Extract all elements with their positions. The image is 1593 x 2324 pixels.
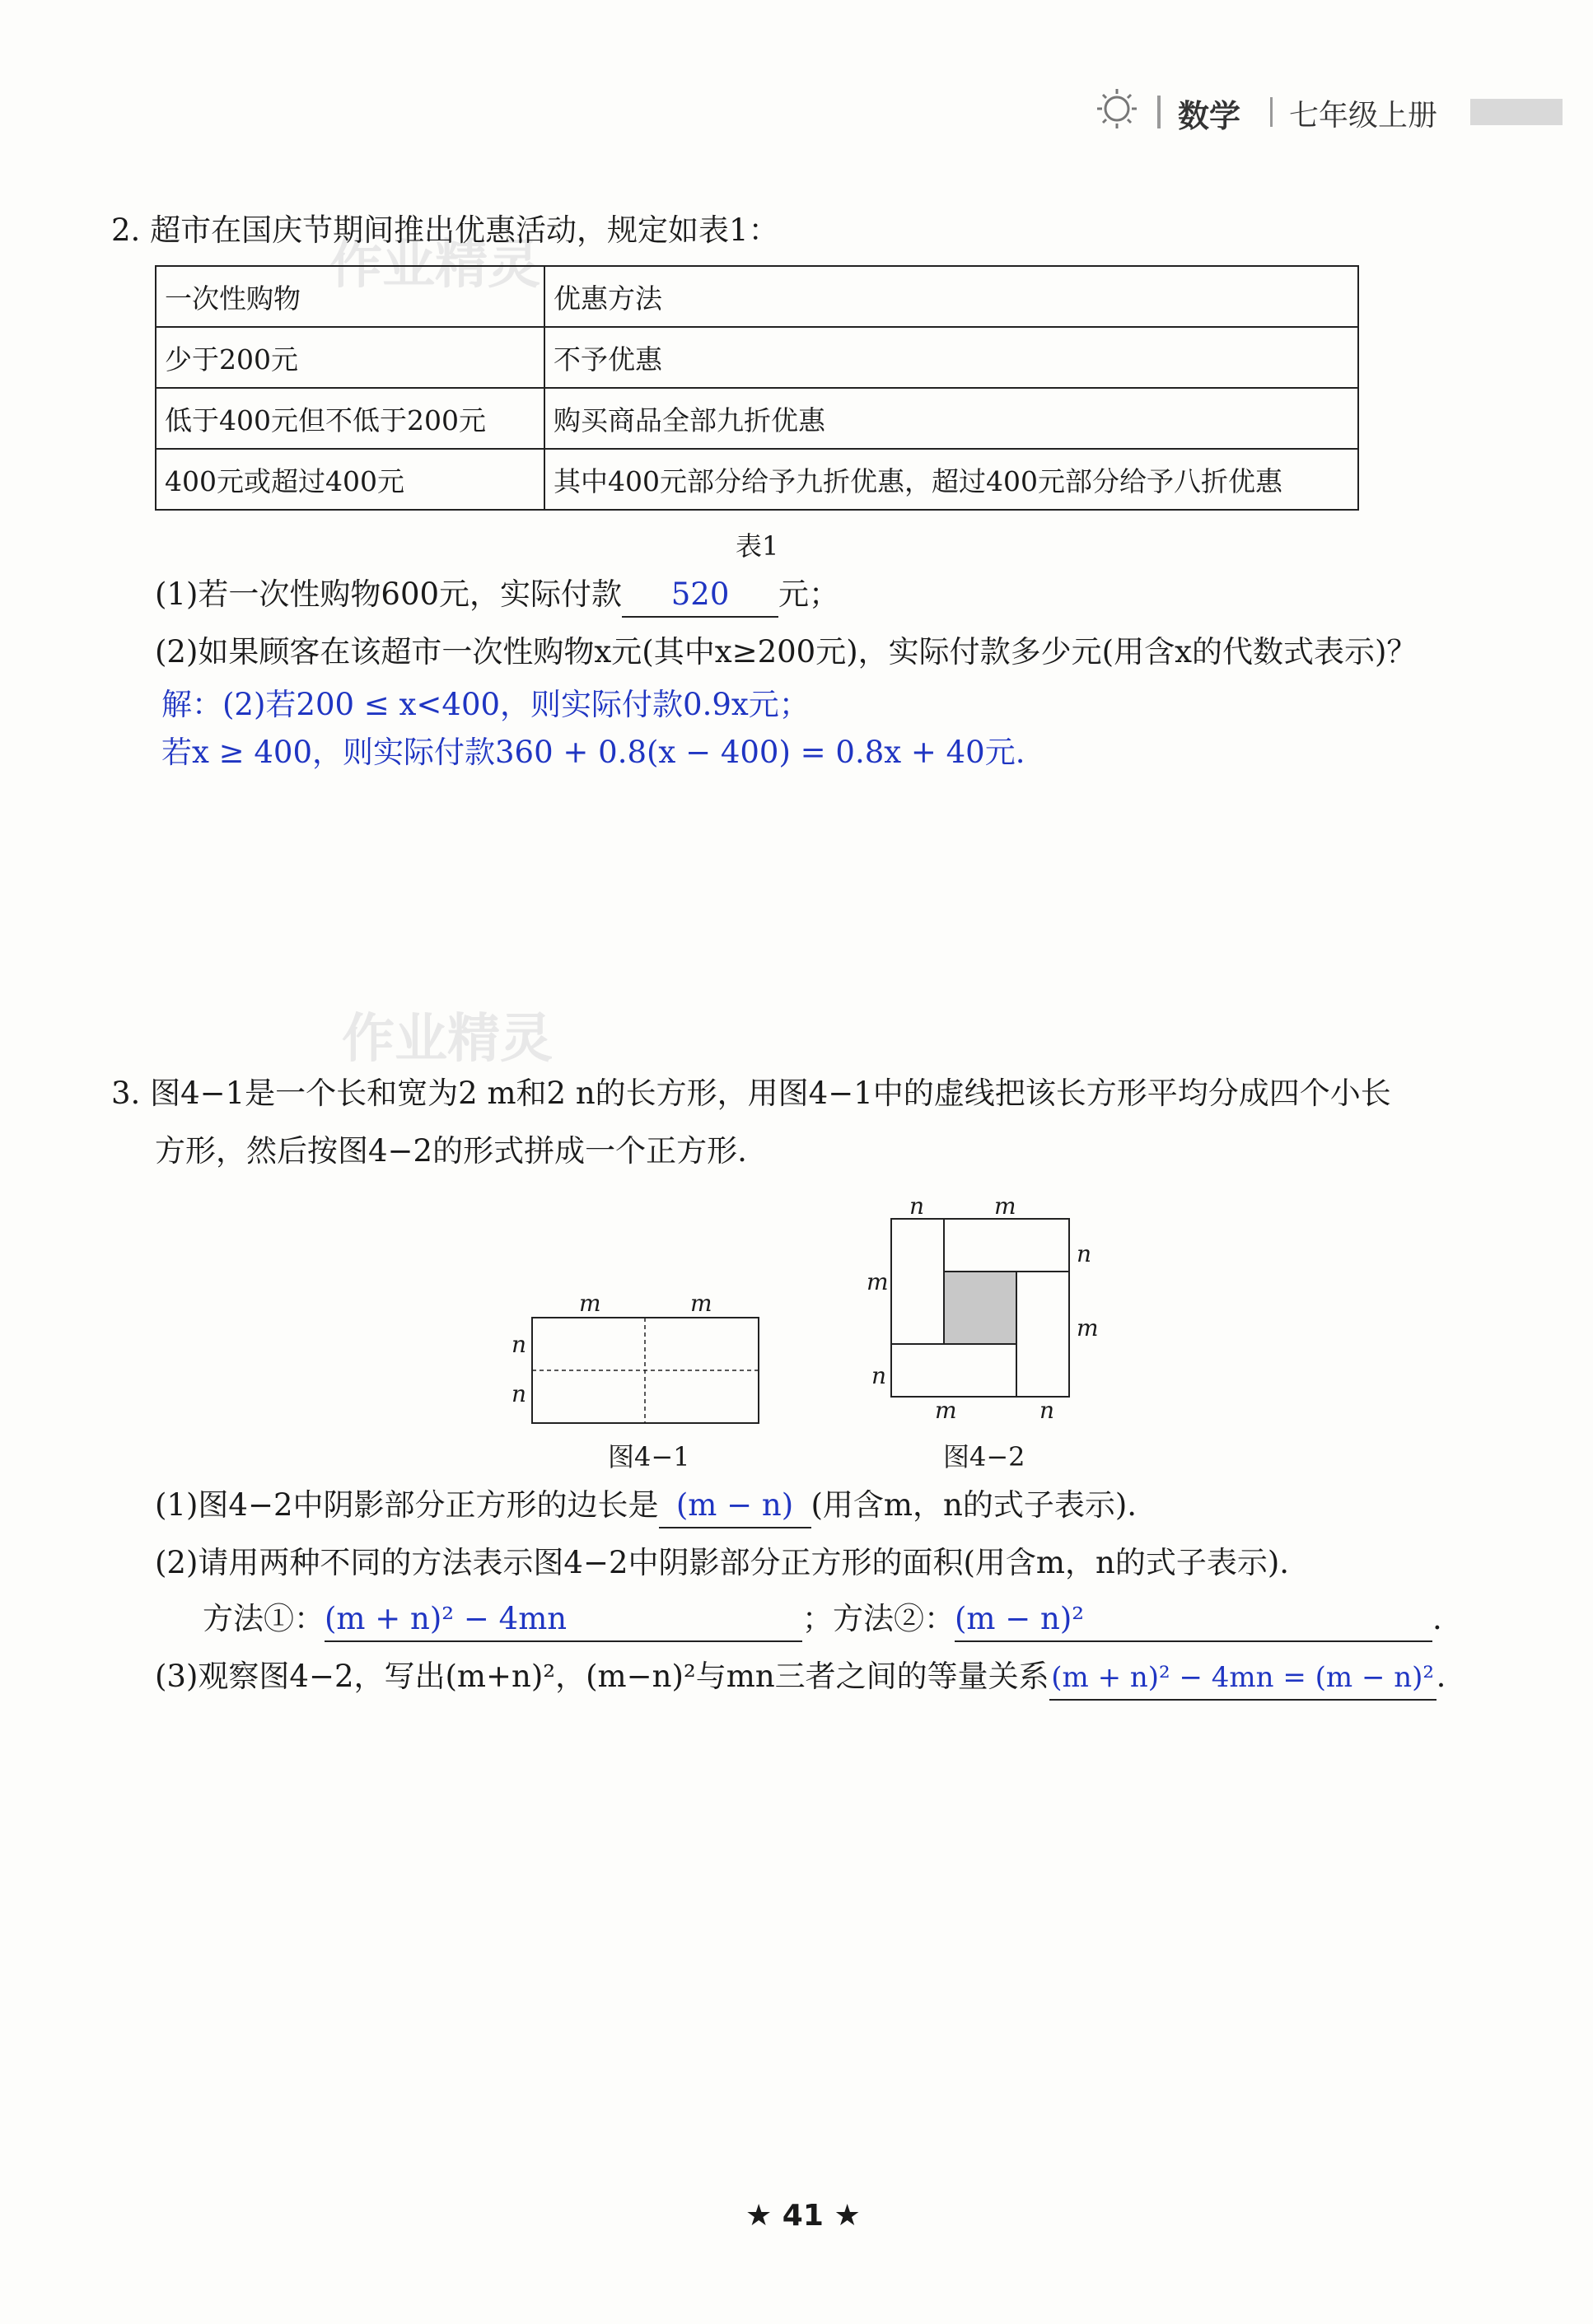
q2-solution-line1: 解：(2)若200 ≤ x<400，则实际付款0.9x元； xyxy=(161,687,810,722)
table-row: 少于200元 不予优惠 xyxy=(156,327,1358,388)
fig1-label-m: m xyxy=(690,1290,712,1317)
header-sun-icon xyxy=(1094,86,1140,132)
q3-p3-answer: (m + n)² − 4mn = (m − n)² xyxy=(1049,1656,1437,1701)
q3-stem-line2: 方形，然后按图4−2的形式拼成一个正方形. xyxy=(155,1133,747,1169)
fig2-label-m: m xyxy=(935,1397,957,1424)
header-grade: 七年级上册 xyxy=(1289,99,1438,133)
q3-part2: (2)请用两种不同的方法表示图4−2中阴影部分正方形的面积(用含m，n的式子表示). xyxy=(155,1545,1290,1580)
q2-part2: (2)如果顾客在该超市一次性购物x元(其中x≥200元)，实际付款多少元(用含x的代数式表示)？ xyxy=(155,634,1418,670)
q3-stem-line1: 3. 图4−1是一个长和宽为2 m和2 n的长方形，用图4−1中的虚线把该长方形平均分成四个小长 xyxy=(111,1076,1391,1111)
fig2-label-m: m xyxy=(1077,1314,1099,1342)
discount-table xyxy=(155,265,1359,511)
fig2-label-m: m xyxy=(994,1192,1016,1220)
shaded-square xyxy=(944,1272,1016,1344)
q3-method1-answer: (m + n)² − 4mn xyxy=(325,1598,802,1642)
watermark: 作业精灵 xyxy=(342,1009,553,1070)
fig2-label-n: n xyxy=(1077,1240,1092,1267)
figure-4-1 xyxy=(502,1293,774,1433)
q3-part1: (1)图4−2中阴影部分正方形的边长是 (m − n) (用含m，n的式子表示). xyxy=(155,1484,1137,1528)
fig2-label-n: n xyxy=(1039,1397,1055,1424)
q3-p1-answer: (m − n) xyxy=(659,1484,811,1528)
header-bar xyxy=(1470,99,1563,125)
q2-solution-line2: 若x ≥ 400，则实际付款360 + 0.8(x − 400) = 0.8x + 40元. xyxy=(161,735,1025,770)
fig2-caption: 图4−2 xyxy=(943,1441,1025,1472)
page-number: ★ 41 ★ xyxy=(745,2199,861,2233)
fig2-label-n: n xyxy=(871,1362,887,1389)
fig2-label-n: n xyxy=(909,1192,925,1220)
q3-part3: (3)观察图4−2，写出(m+n)²，(m−n)²与mn三者之间的等量关系(m + n)² − 4mn = (m − n)². xyxy=(155,1655,1446,1701)
header-divider xyxy=(1157,96,1161,128)
fig1-label-m: m xyxy=(579,1290,601,1317)
figure-4-2 xyxy=(873,1211,1079,1408)
watermark: 作业精灵 xyxy=(329,235,540,296)
header-subject: 数学 xyxy=(1178,98,1241,134)
header-divider xyxy=(1270,97,1273,127)
q2-stem: 2. 超市在国庆节期间推出优惠活动，规定如表1： xyxy=(111,212,779,248)
fig1-label-n: n xyxy=(512,1331,527,1358)
q3-methods: 方法①：(m + n)² − 4mn ；方法②：(m − n)² . xyxy=(203,1598,1442,1642)
fig1-caption: 图4−1 xyxy=(608,1441,690,1472)
table-row: 400元或超过400元 其中400元部分给予九折优惠，超过400元部分给予八折优惠 xyxy=(156,449,1358,510)
table-row: 低于400元但不低于200元 购买商品全部九折优惠 xyxy=(156,388,1358,449)
table-row: 一次性购物 优惠方法 xyxy=(156,266,1358,327)
q3-method2-answer: (m − n)² xyxy=(955,1598,1432,1642)
q2-part1: (1)若一次性购物600元，实际付款 520 元； xyxy=(155,573,839,618)
table-caption: 表1 xyxy=(736,530,779,562)
fig2-label-m: m xyxy=(867,1268,889,1295)
fig1-label-n: n xyxy=(512,1380,527,1407)
q2-p1-answer: 520 xyxy=(622,573,778,618)
